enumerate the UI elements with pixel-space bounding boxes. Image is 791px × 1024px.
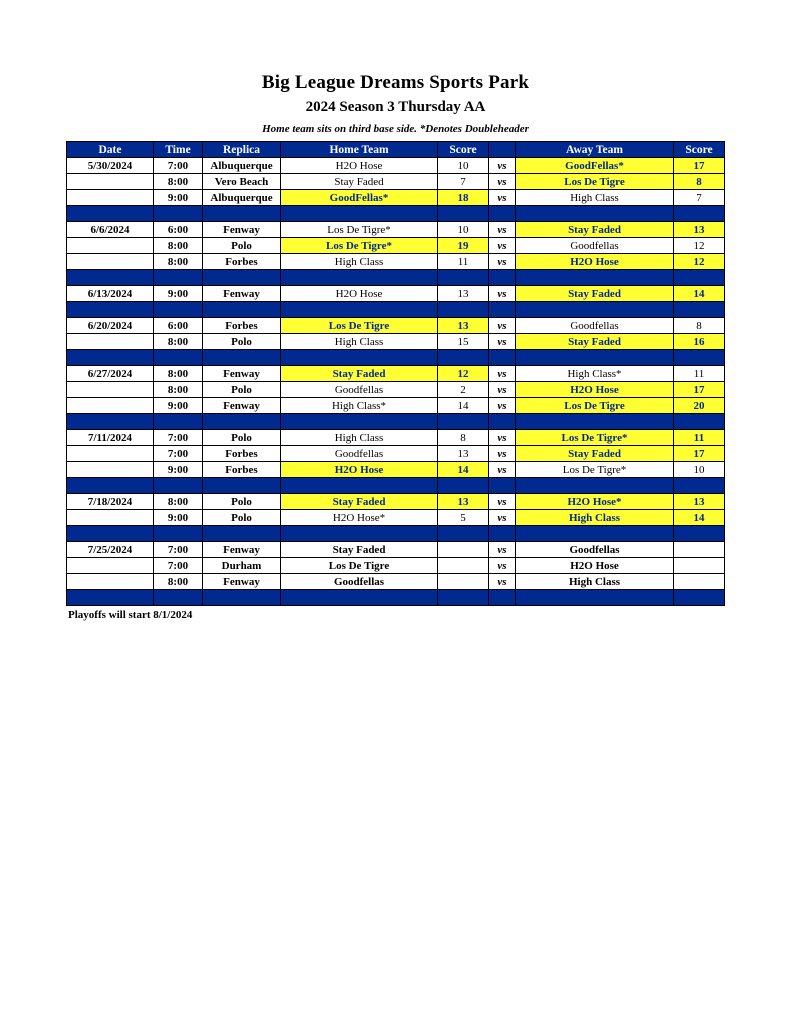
separator-cell [281,270,438,286]
versus-label: vs [489,430,516,446]
home-score: 18 [438,190,489,206]
game-row [67,190,725,206]
separator-cell [67,270,154,286]
home-score: 13 [438,286,489,302]
game-date [67,446,154,462]
away-team: Los De Tigre* [516,462,674,478]
home-team: Goodfellas [281,574,438,590]
versus-label: vs [489,494,516,510]
game-field: Fenway [203,574,281,590]
separator-cell [674,414,725,430]
game-date: 6/27/2024 [67,366,154,382]
away-team: Goodfellas [516,318,674,334]
away-team: Stay Faded [516,286,674,302]
game-field: Vero Beach [203,174,281,190]
game-time: 9:00 [154,190,203,206]
separator-cell [438,478,489,494]
versus-label: vs [489,462,516,478]
game-field: Durham [203,558,281,574]
separator-row [67,350,725,366]
separator-cell [67,350,154,366]
game-date [67,334,154,350]
game-date: 7/11/2024 [67,430,154,446]
home-team: H2O Hose* [281,510,438,526]
game-time: 7:00 [154,158,203,174]
game-date [67,510,154,526]
separator-row [67,302,725,318]
game-field: Fenway [203,398,281,414]
versus-label: vs [489,318,516,334]
separator-cell [203,590,281,606]
separator-cell [489,478,516,494]
separator-cell [438,270,489,286]
separator-cell [438,350,489,366]
away-team: Los De Tigre [516,174,674,190]
separator-cell [154,350,203,366]
game-field: Albuquerque [203,158,281,174]
separator-row [67,270,725,286]
header-row [67,142,725,158]
game-row [67,542,725,558]
away-score: 8 [674,174,725,190]
game-field: Fenway [203,366,281,382]
game-time: 7:00 [154,446,203,462]
away-team: H2O Hose* [516,494,674,510]
separator-cell [203,350,281,366]
separator-cell [438,526,489,542]
home-score: 7 [438,174,489,190]
separator-cell [489,590,516,606]
separator-cell [489,526,516,542]
away-team: H2O Hose [516,558,674,574]
separator-cell [489,302,516,318]
separator-row [67,526,725,542]
away-team: Stay Faded [516,222,674,238]
separator-cell [154,270,203,286]
versus-label: vs [489,382,516,398]
game-row [67,286,725,302]
home-team: Los De Tigre* [281,222,438,238]
playoffs-note: Playoffs will start 8/1/2024 [68,609,193,621]
col-home-score: Score [438,142,489,158]
game-row [67,254,725,270]
away-team: High Class [516,574,674,590]
game-date [67,382,154,398]
separator-cell [154,206,203,222]
versus-label: vs [489,542,516,558]
separator-cell [516,206,674,222]
home-score: 5 [438,510,489,526]
home-team: High Class [281,430,438,446]
away-team: H2O Hose [516,382,674,398]
game-row [67,558,725,574]
separator-cell [67,478,154,494]
col-vs [489,142,516,158]
schedule-note: Home team sits on third base side. *Denotes Doubleheader [262,123,529,135]
home-score: 10 [438,158,489,174]
game-date: 5/30/2024 [67,158,154,174]
game-row [67,366,725,382]
home-team: High Class [281,334,438,350]
game-time: 6:00 [154,318,203,334]
separator-cell [154,414,203,430]
home-score: 8 [438,430,489,446]
versus-label: vs [489,286,516,302]
game-field: Polo [203,238,281,254]
separator-cell [674,302,725,318]
game-time: 9:00 [154,510,203,526]
separator-cell [154,478,203,494]
separator-cell [674,590,725,606]
separator-cell [281,590,438,606]
home-team: Stay Faded [281,494,438,510]
away-score: 14 [674,510,725,526]
game-row [67,318,725,334]
game-row [67,398,725,414]
home-score: 14 [438,462,489,478]
game-date: 7/18/2024 [67,494,154,510]
away-score: 13 [674,222,725,238]
versus-label: vs [489,238,516,254]
home-team: Los De Tigre* [281,238,438,254]
away-score: 20 [674,398,725,414]
game-row [67,222,725,238]
home-team: GoodFellas* [281,190,438,206]
game-row [67,430,725,446]
game-time: 8:00 [154,366,203,382]
separator-cell [489,270,516,286]
game-field: Forbes [203,446,281,462]
home-score [438,542,489,558]
separator-cell [674,350,725,366]
separator-cell [154,590,203,606]
away-score [674,558,725,574]
home-score: 14 [438,398,489,414]
versus-label: vs [489,574,516,590]
game-row [67,574,725,590]
separator-cell [281,526,438,542]
game-row [67,174,725,190]
game-field: Albuquerque [203,190,281,206]
col-home-team: Home Team [281,142,438,158]
game-time: 9:00 [154,398,203,414]
away-score: 7 [674,190,725,206]
separator-cell [489,206,516,222]
versus-label: vs [489,366,516,382]
versus-label: vs [489,222,516,238]
separator-cell [281,414,438,430]
separator-cell [438,414,489,430]
game-field: Fenway [203,286,281,302]
game-field: Fenway [203,222,281,238]
game-time: 8:00 [154,334,203,350]
game-time: 7:00 [154,430,203,446]
separator-cell [203,302,281,318]
versus-label: vs [489,254,516,270]
separator-cell [67,302,154,318]
home-team: H2O Hose [281,286,438,302]
game-row [67,494,725,510]
separator-cell [438,206,489,222]
home-team: High Class* [281,398,438,414]
separator-cell [281,478,438,494]
separator-cell [154,526,203,542]
separator-cell [203,206,281,222]
away-team: High Class* [516,366,674,382]
separator-cell [674,206,725,222]
home-team: Stay Faded [281,174,438,190]
separator-cell [203,526,281,542]
game-field: Polo [203,382,281,398]
separator-cell [438,302,489,318]
away-team: Stay Faded [516,446,674,462]
game-date: 6/6/2024 [67,222,154,238]
game-time: 8:00 [154,382,203,398]
away-score: 8 [674,318,725,334]
away-team: High Class [516,510,674,526]
separator-cell [438,590,489,606]
game-time: 8:00 [154,494,203,510]
away-score: 11 [674,430,725,446]
versus-label: vs [489,334,516,350]
separator-cell [489,350,516,366]
away-team: Goodfellas [516,238,674,254]
game-time: 9:00 [154,286,203,302]
game-row [67,510,725,526]
game-time: 7:00 [154,558,203,574]
separator-cell [67,414,154,430]
home-team: Stay Faded [281,366,438,382]
page-title: Big League Dreams Sports Park [261,72,530,93]
game-time: 8:00 [154,254,203,270]
away-score: 10 [674,462,725,478]
page-subtitle: 2024 Season 3 Thursday AA [305,99,486,115]
separator-row [67,478,725,494]
separator-cell [203,414,281,430]
separator-cell [516,302,674,318]
versus-label: vs [489,510,516,526]
away-team: Los De Tigre* [516,430,674,446]
separator-row [67,590,725,606]
separator-cell [203,478,281,494]
separator-cell [516,478,674,494]
away-team: H2O Hose [516,254,674,270]
schedule-body [67,158,725,606]
game-date: 6/20/2024 [67,318,154,334]
separator-cell [489,414,516,430]
away-team: GoodFellas* [516,158,674,174]
away-team: Goodfellas [516,542,674,558]
game-field: Polo [203,494,281,510]
col-time: Time [154,142,203,158]
separator-cell [516,350,674,366]
away-score: 12 [674,254,725,270]
game-date [67,254,154,270]
separator-cell [516,414,674,430]
game-time: 6:00 [154,222,203,238]
home-score: 13 [438,318,489,334]
game-field: Fenway [203,542,281,558]
versus-label: vs [489,446,516,462]
game-date: 7/25/2024 [67,542,154,558]
home-team: H2O Hose [281,462,438,478]
away-team: Los De Tigre [516,398,674,414]
versus-label: vs [489,190,516,206]
versus-label: vs [489,158,516,174]
home-score: 15 [438,334,489,350]
versus-label: vs [489,398,516,414]
home-team: High Class [281,254,438,270]
game-row [67,334,725,350]
game-date [67,238,154,254]
home-score: 11 [438,254,489,270]
away-team: High Class [516,190,674,206]
game-row [67,462,725,478]
home-score: 19 [438,238,489,254]
home-score: 13 [438,446,489,462]
game-field: Forbes [203,254,281,270]
separator-row [67,206,725,222]
col-away-team: Away Team [516,142,674,158]
home-team: Goodfellas [281,382,438,398]
schedule-table [66,141,725,606]
home-team: Los De Tigre [281,558,438,574]
game-date [67,462,154,478]
separator-cell [674,478,725,494]
away-score: 12 [674,238,725,254]
separator-cell [67,206,154,222]
separator-cell [281,350,438,366]
game-time: 7:00 [154,542,203,558]
separator-cell [154,302,203,318]
game-date [67,574,154,590]
game-field: Forbes [203,462,281,478]
col-away-score: Score [674,142,725,158]
home-score: 2 [438,382,489,398]
versus-label: vs [489,174,516,190]
home-team: Goodfellas [281,446,438,462]
away-score: 13 [674,494,725,510]
game-field: Polo [203,510,281,526]
game-row [67,446,725,462]
away-score [674,542,725,558]
game-date [67,174,154,190]
separator-row [67,414,725,430]
game-time: 8:00 [154,174,203,190]
game-row [67,382,725,398]
away-score: 11 [674,366,725,382]
away-team: Stay Faded [516,334,674,350]
game-date [67,558,154,574]
game-field: Forbes [203,318,281,334]
game-row [67,238,725,254]
home-score: 13 [438,494,489,510]
home-team: Los De Tigre [281,318,438,334]
game-field: Polo [203,430,281,446]
game-date [67,398,154,414]
away-score: 17 [674,446,725,462]
separator-cell [281,302,438,318]
col-replica: Replica [203,142,281,158]
separator-cell [67,590,154,606]
separator-cell [516,590,674,606]
away-score: 16 [674,334,725,350]
separator-cell [516,270,674,286]
game-row [67,158,725,174]
game-time: 8:00 [154,574,203,590]
away-score: 14 [674,286,725,302]
separator-cell [203,270,281,286]
game-time: 8:00 [154,238,203,254]
game-time: 9:00 [154,462,203,478]
away-score: 17 [674,158,725,174]
separator-cell [67,526,154,542]
game-field: Polo [203,334,281,350]
separator-cell [281,206,438,222]
home-team: H2O Hose [281,158,438,174]
separator-cell [516,526,674,542]
home-team: Stay Faded [281,542,438,558]
home-score: 10 [438,222,489,238]
col-date: Date [67,142,154,158]
home-score [438,558,489,574]
game-date [67,190,154,206]
separator-cell [674,526,725,542]
game-date: 6/13/2024 [67,286,154,302]
away-score: 17 [674,382,725,398]
home-score: 12 [438,366,489,382]
home-score [438,574,489,590]
away-score [674,574,725,590]
separator-cell [674,270,725,286]
versus-label: vs [489,558,516,574]
